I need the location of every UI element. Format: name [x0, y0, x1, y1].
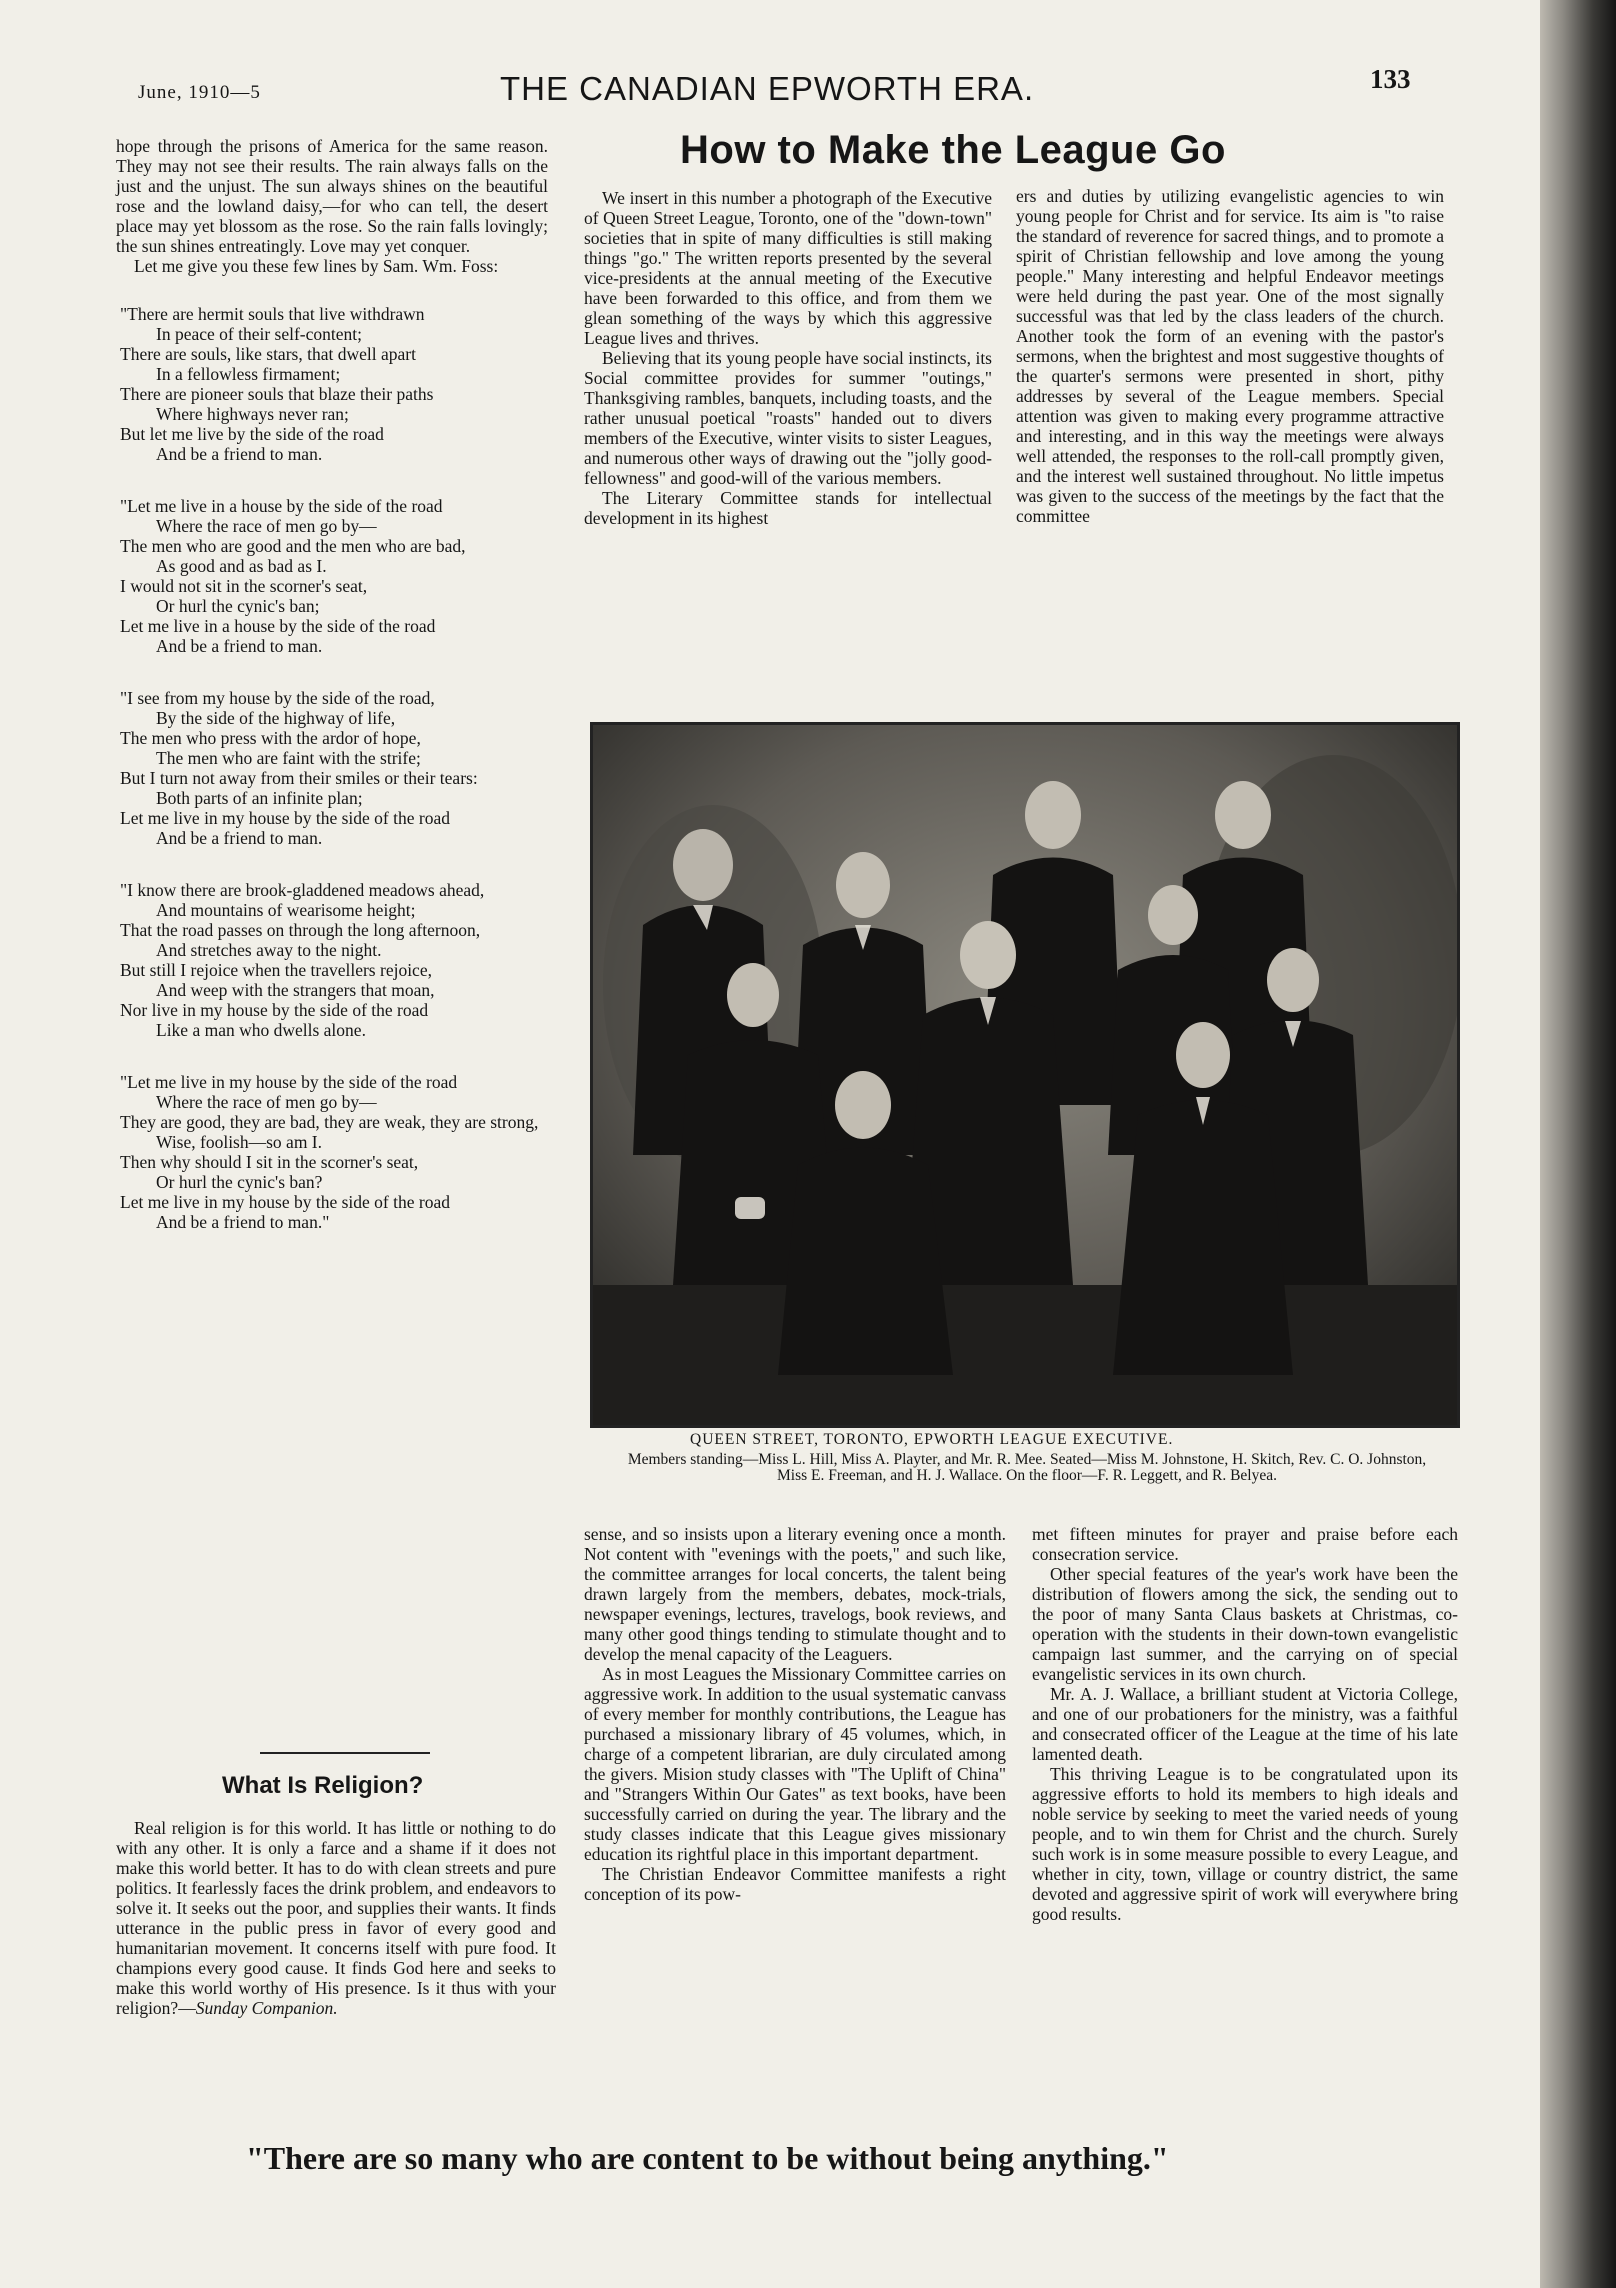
religion-title: What Is Religion? — [222, 1772, 424, 1799]
poem-line: But still I rejoice when the travellers rejoice, — [120, 960, 432, 980]
poem-line: Then why should I sit in the scorner's seat, — [120, 1152, 419, 1172]
poem-line: Let me live in my house by the side of the road — [120, 1192, 450, 1212]
poem-stanza — [116, 304, 548, 464]
article-paragraph: Other special features of the year's work have been the distribution of flowers among the sick, the sending out to the poor of many Santa Claus baskets at Christmas, co-operation with the students in their down-town evangelistic campaign last summer, and the carrying on of special evangelistic services in its own church. — [1032, 1564, 1458, 1684]
poem-line: Let me live in a house by the side of the road — [120, 616, 436, 636]
poem-line: "I see from my house by the side of the road, — [120, 688, 435, 708]
article-column-three-bottom — [1032, 1524, 1458, 1924]
poem-line: And be a friend to man. — [156, 828, 323, 848]
page-number: 133 — [1370, 64, 1411, 94]
poem-line: And weep with the strangers that moan, — [156, 980, 435, 1000]
religion-article — [116, 1818, 556, 2018]
article-paragraph: sense, and so insists upon a literary evening once a month. Not content with "evenings with the poets," and such like, the committee arranges for local concerts, the talent being drawn largely from the members, debates, mock-trials, newspaper evenings, lectures, travelogs, book reviews, and many other good things tending to stimulate thought and to develop the menal capacity of the Leaguers. — [584, 1524, 1006, 1664]
poem-line: And be a friend to man. — [156, 444, 323, 464]
poem-line: That the road passes on through the long afternoon, — [120, 920, 481, 940]
article-paragraph: As in most Leagues the Missionary Committee carries on aggressive work. In addition to the usual systematic canvass of every member for monthly contributions, the League has purchased a missionary library of 45 volumes, which, in charge of a competent librarian, are duly circulated among the givers. Mision study classes with "The Uplift of China" and "Strangers Within Our Gates" as text books, have been successfully carried on during the year. The library and the study classes indicate that this League gives missionary education its rightful place in this important department. — [584, 1664, 1006, 1864]
poem-line: "Let me live in a house by the side of the road — [120, 496, 443, 516]
poem-line: Wise, foolish—so am I. — [156, 1132, 323, 1152]
intro-paragraph: Let me give you these few lines by Sam. Wm. Foss: — [134, 256, 499, 276]
poem-line: And stretches away to the night. — [156, 940, 382, 960]
poem-line: Both parts of an infinite plan; — [156, 788, 363, 808]
poem-stanza — [116, 880, 548, 1040]
poem-stanza — [116, 688, 548, 848]
religion-paragraph: Real religion is for this world. It has little or nothing to do with any other. It is only a farce and a shame if it does not make this world better. It has to do with clean streets and pure politics. It fearlessly faces the drink problem, and endeavors to solve it. It seeks out the poor, and supplies their wants. It finds utterance in the public press in favor of every good and humanitarian movement. It concerns itself with pure food. It champions every good cause. It finds God here and seeks to make this world worthy of His presence. Is it thus with your religion?—Sunday Companion. — [116, 1818, 556, 2018]
poem-line: In peace of their self-content; — [156, 324, 363, 344]
article-column-three-top — [1016, 186, 1444, 526]
poem-stanza — [116, 1072, 548, 1232]
poem-line: I would not sit in the scorner's seat, — [120, 576, 368, 596]
poem-line: There are pioneer souls that blaze their paths — [120, 384, 434, 404]
article-paragraph: We insert in this number a photograph of the Executive of Queen Street League, Toronto, one of the "down-town" societies that in spite of many difficulties is still making things "go." The written reports presented by the several vice-presidents at the annual meeting of the Executive have been forwarded to this office, and from them we glean something of the ways by which this aggressive League lives and thrives. — [584, 188, 992, 348]
poem-line: And be a friend to man. — [156, 636, 323, 656]
poem-line: The men who are faint with the strife; — [156, 748, 421, 768]
poem-line: As good and as bad as I. — [156, 556, 327, 576]
poem-line: There are souls, like stars, that dwell apart — [120, 344, 416, 364]
poem-line: Like a man who dwells alone. — [156, 1020, 366, 1040]
book-spine — [1540, 0, 1616, 2288]
poem-line: Where the race of men go by— — [156, 516, 377, 536]
article-column-two-top — [584, 188, 992, 528]
poem-line: "Let me live in my house by the side of the road — [120, 1072, 458, 1092]
poem-line: The men who are good and the men who are bad, — [120, 536, 466, 556]
footer-quote: "There are so many who are content to be without being anything." — [246, 2140, 1169, 2176]
article-paragraph: ers and duties by utilizing evangelistic agencies to win young people for Christ and for service. Its aim is "to raise the standard of reverence for sacred things, and to promote a spirit of Christian fellowship and love among the young people." Many interesting and helpful Endeavor meetings were held during the past year. One of the most signally successful was that led by the class leaders of the church. Another took the form of an evening with the pastor's sermons, when the brightest and most suggestive thoughts of the quarter's sermons were presented in short, pithy addresses by several of the League members. Special attention was given to making every programme attractive and interesting, and in this way the meetings were always well attended, the responses to the roll-call promptly given, and the interest well sustained throughout. No little impetus was given to the success of the meetings by the fact that the committee — [1016, 186, 1444, 526]
poem-line: Where highways never ran; — [156, 404, 349, 424]
article-title: How to Make the League Go — [680, 128, 1226, 172]
poem-line: Or hurl the cynic's ban? — [156, 1172, 323, 1192]
poem-line: Let me live in my house by the side of the road — [120, 808, 450, 828]
article-paragraph: Believing that its young people have social instincts, its Social committee provides for summer "outings," Thanksgiving rambles, banquets, including toasts, and the rather unusual poetical "roasts" handed out to divers members of the Executive, winter visits to sister Leagues, and numerous other ways of drawing out the "jolly good-fellowness" and good-will of the various members. — [584, 348, 992, 488]
poem — [116, 304, 548, 1232]
article-paragraph: This thriving League is to be congratulated upon its aggressive efforts to hold its members to high ideals and noble service by seeking to meet the varied needs of young people, and to win them for Christ and the church. Surely such work is in some measure possible to every League, and whether in city, town, village or country district, the same devoted and aggressive spirit of work will everywhere bring good results. — [1032, 1764, 1458, 1924]
league-executive-photo — [590, 722, 1460, 1428]
poem-stanza — [116, 496, 548, 656]
poem-line: They are good, they are bad, they are weak, they are strong, — [120, 1112, 539, 1132]
article-paragraph: met fifteen minutes for prayer and praise before each consecration service. — [1032, 1524, 1458, 1564]
article-paragraph: The Literary Committee stands for intellectual development in its highest — [584, 488, 992, 528]
article-paragraph: Mr. A. J. Wallace, a brilliant student at Victoria College, and one of our probationers for the ministry, was a faithful and consecrated officer of the League at the time of his late lamented death. — [1032, 1684, 1458, 1764]
poem-line: But I turn not away from their smiles or their tears: — [120, 768, 478, 788]
poem-line: By the side of the highway of life, — [156, 708, 396, 728]
article-column-two-bottom — [584, 1524, 1006, 1904]
intro-paragraph: hope through the prisons of America for the same reason. They may not see their results. The rain always falls on the just and the unjust. The sun always shines on the beautiful rose and the lowland daisy,—for who can tell, the desert place may yet blossom as the rose. So the rain falls lovingly; the sun shines entreatingly. Love may yet conquer. — [116, 136, 548, 256]
article-paragraph: The Christian Endeavor Committee manifests a right conception of its pow- — [584, 1864, 1006, 1904]
poem-line: Where the race of men go by— — [156, 1092, 377, 1112]
section-divider — [260, 1752, 430, 1754]
issue-date: June, 1910—5 — [138, 82, 261, 103]
religion-source: Sunday Companion. — [195, 1998, 338, 2018]
photo-caption: Members standing—Miss L. Hill, Miss A. Playter, and Mr. R. Mee. Seated—Miss M. Johnstone, H. Skitch, Rev. C. O. Johnston, Miss E. Freeman, and H. J. Wallace. On the floor—F. R. Leggett, and R. Belyea. — [627, 1451, 1427, 1484]
poem-line: "I know there are brook-gladdened meadows ahead, — [120, 880, 485, 900]
poem-line: But let me live by the side of the road — [120, 424, 384, 444]
column-one — [116, 136, 548, 1264]
poem-line: Or hurl the cynic's ban; — [156, 596, 320, 616]
poem-line: "There are hermit souls that live withdrawn — [120, 304, 425, 324]
poem-line: And mountains of wearisome height; — [156, 900, 416, 920]
poem-line: The men who press with the ardor of hope, — [120, 728, 421, 748]
masthead: THE CANADIAN EPWORTH ERA. — [500, 70, 1035, 107]
poem-line: In a fellowless firmament; — [156, 364, 341, 384]
photo-caption-title: QUEEN STREET, TORONTO, EPWORTH LEAGUE EXECUTIVE. — [690, 1431, 1174, 1448]
poem-line: And be a friend to man." — [156, 1212, 330, 1232]
poem-line: Nor live in my house by the side of the road — [120, 1000, 429, 1020]
